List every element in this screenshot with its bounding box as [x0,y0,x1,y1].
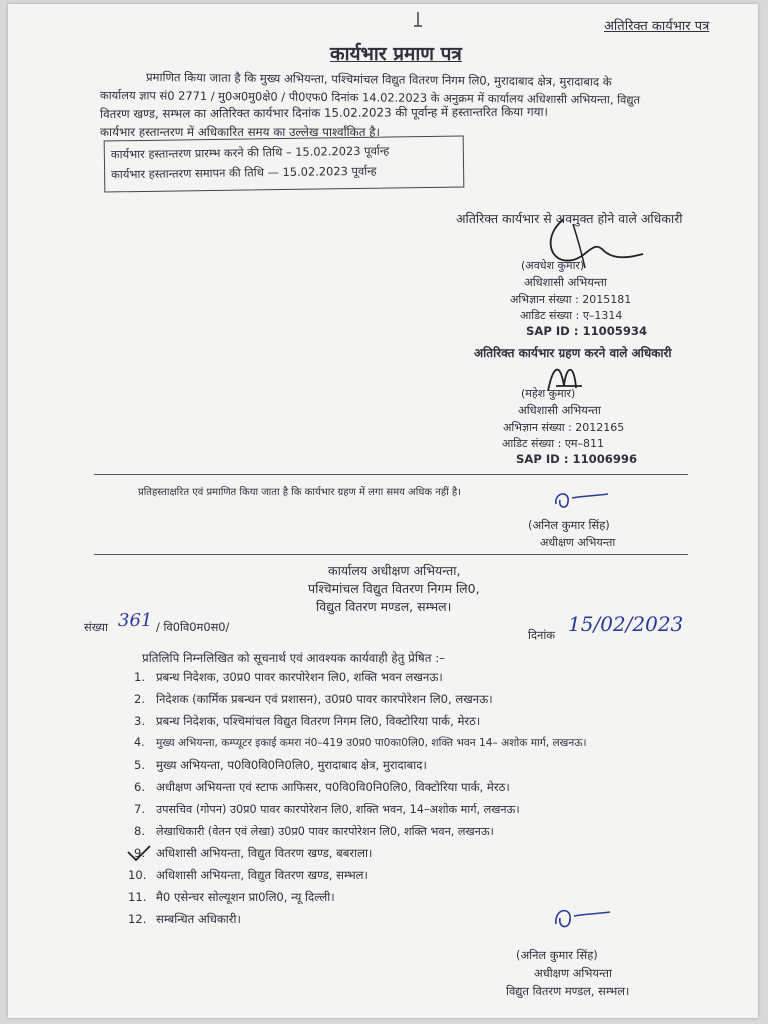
assumed-officer-sap: SAP ID : 11006996 [516,452,638,466]
document-title: कार्यभार प्रमाण पत्र [330,43,462,65]
relieved-officer-audit: आडिट संख्या : ए–1314 [520,309,623,322]
intro-line-1: प्रमाणित किया जाता है कि मुख्य अभियन्ता, पश्चिमांचल विद्युत वितरण निगम लि0, मुरादाबाद क्षेत्र, मुरादाबाद के [145,70,612,89]
countersign-designation: अधीक्षण अभियन्ता [540,536,616,549]
assumed-officer-heading: अतिरिक्त कार्यभार ग्रहण करने वाले अधिकारी [474,346,672,360]
assumed-officer-audit: आडिट संख्या : एम–811 [502,437,604,450]
stapler-mark-icon [408,10,428,32]
countersign-name: (अनिल कुमार सिंह) [528,518,610,532]
ref-number-label: संख्या [84,620,108,634]
office-line-1: कार्यालय अधीक्षण अभियन्ता, [328,563,461,578]
countersign-signature-icon [548,486,618,516]
divider-line-2 [94,554,688,555]
footer-signature-icon [548,902,618,936]
check-mark-icon [124,844,154,864]
document-page: अतिरिक्त कार्यभार पत्र कार्यभार प्रमाण पत्र प्रमाणित किया जाता है कि मुख्य अभियन्ता, पश्चिमांचल विद्युत वितरण निगम लि0, मुरादाबाद क्षेत्र, मुरादाबाद के कार्यालय ज्ञाप सं0 2771 / मु0अ0मु0क्षे0 / पी0एफ0 दिनांक 14.02.2023 के अनुक्रम में कार्यालय अधिशासी अभियन्ता, विद्युत वितरण खण्ड, सम्भल का अतिरिक्त कार्यभार दिनांक 15.02.2023 की पूर्वान्ह में हस्तान्तरित किया गया। कार्यभार हस्तान्तरण में अधिकारित समय का उल्लेख पार्श्वांकित है। कार्यभार हस्तान्तरण प्रारम्भ करने की तिथि – 15.02.2023 पूर्वान्ह कार्यभार हस्तान्तरण समापन की तिथि — 15.02.2023 पूर्वान्ह अतिरिक्त कार्यभार से अवमुक्त होने वाले अधिकारी (अवधेश कुमार) अधिशासी अभियन्ता अभिज्ञान संख्या : 2015181 आडिट संख्या : ए–1314 SAP ID : 11005934 अतिरिक्त कार्यभार ग्रहण करने वाले अधिकारी (महेश कुमार) अधिशासी अभियन्ता अभिज्ञान संख्या : 2012165 आडिट संख्या : एम–811 SAP ID : 11006996 प्रतिहस्ताक्षरित एवं प्रमाणित किया जाता है कि कार्यभार ग्रहण में लगा समय अधिक नहीं है। (अनिल कुमार सिंह) अधीक्षण अभियन्ता कार्यालय अधीक्षण अभियन्ता, पश्चिमांचल विद्युत वितरण निगम लि0, विद्युत वितरण मण्डल, सम्भल। संख्या 361 / वि0वि0म0स0/ दिनांक 15/02/2023 प्रतिलिपि निम्नलिखित को सूचनार्थ एवं आवश्यक कार्यवाही हेतु प्रेषित :– 1. प्रबन्ध निदेशक, उ0प्र0 पावर कारपोरेशन लि0, शक्ति भवन लखनऊ। 2. निदेशक (कार्मिक प्रबन्धन एवं प्रशासन), उ0प्र0 पावर कारपोरेशन लि0, लखनऊ। 3. प्रबन्ध निदेशक, पश्चिमांचल विद्युत वितरण निगम लि0, विक्टोरिया पार्क, मेरठ। 4. मुख्य अभियन्ता, कम्प्यूटर इकाई कमरा नं0–419 उ0प्र0 पा0का0लि0, शक्ति भवन 14– अशोक मार्ग, लखनऊ। 5. मुख्य अभियन्ता, प0वि0वि0नि0लि0, मुरादाबाद क्षेत्र, मुरादाबाद। 6. अधीक्षण अभियन्ता एवं स्टाफ आफिसर, प0वि0वि0नि0लि0, विक्टोरिया पार्क, मेरठ। 7. उपसचिव (गोपन) उ0प्र0 पावर कारपोरेशन लि0, शक्ति भवन, 14–अशोक मार्ग, लखनऊ। 8. लेखाधिकारी (वेतन एवं लेखा) उ0प्र0 पावर कारपोरेशन लि0, शक्ति भवन, लखनऊ। 9. अधिशासी अभियन्ता, विद्युत वितरण खण्ड, बबराला। 10. अधिशासी अभियन्ता, विद्युत वितरण खण्ड, सम्भल। 11. मै0 एसेन्चर सोल्यूशन प्रा0लि0, न्यू दिल्ली। 12. सम्बन्धित अधिकारी। (अनिल कुमार सिंह) अधीक्षण अभियन्ता विद्युत वितरण मण्डल, सम्भल। [8,4,758,1018]
handover-end-date: कार्यभार हस्तान्तरण समापन की तिथि — 15.02.2023 पूर्वान्ह [111,163,377,182]
ref-date: 15/02/2023 [568,612,684,636]
intro-line-2: कार्यालय ज्ञाप सं0 2771 / मु0अ0मु0क्षे0 / पी0एफ0 दिनांक 14.02.2023 के अनुक्रम में कार्यालय अधिशासी अभियन्ता, विद्युत [99,88,641,107]
assumed-officer-id: अभिज्ञान संख्या : 2012165 [503,421,625,434]
footer-name: (अनिल कुमार सिंह) [516,948,598,962]
intro-line-4: कार्यभार हस्तान्तरण में अधिकारित समय का उल्लेख पार्श्वांकित है। [100,125,380,139]
relieved-officer-sap: SAP ID : 11005934 [526,324,648,338]
intro-line-3: वितरण खण्ड, सम्भल का अतिरिक्त कार्यभार दिनांक 15.02.2023 की पूर्वान्ह में हस्तान्तरित किया गया। [99,104,548,121]
ref-suffix: / वि0वि0म0स0/ [156,620,230,634]
date-label: दिनांक [528,628,556,642]
footer-office: विद्युत वितरण मण्डल, सम्भल। [506,984,630,998]
divider-line [94,474,688,475]
relieved-officer-name: (अवधेश कुमार) [521,259,585,272]
footer-designation: अधीक्षण अभियन्ता [534,966,612,980]
assumed-officer-name: (महेश कुमार) [521,387,576,400]
office-line-2: पश्चिमांचल विद्युत वितरण निगम लि0, [308,581,480,596]
countersign-text: प्रतिहस्ताक्षरित एवं प्रमाणित किया जाता है कि कार्यभार ग्रहण में लगा समय अधिक नहीं है। [138,487,462,498]
relieved-officer-designation: अधिशासी अभियन्ता [524,275,607,289]
office-line-3: विद्युत वितरण मण्डल, सम्भल। [316,599,452,614]
handover-start-date: कार्यभार हस्तान्तरण प्रारम्भ करने की तिथि – 15.02.2023 पूर्वान्ह [110,143,390,162]
copy-intro: प्रतिलिपि निम्नलिखित को सूचनार्थ एवं आवश्यक कार्यवाही हेतु प्रेषित :– [142,651,446,665]
relieved-officer-heading: अतिरिक्त कार्यभार से अवमुक्त होने वाले अधिकारी [456,211,683,226]
corner-label: अतिरिक्त कार्यभार पत्र [604,19,710,34]
ref-number: 361 [118,610,153,631]
assumed-officer-designation: अधिशासी अभियन्ता [518,403,601,417]
relieved-officer-id: अभिज्ञान संख्या : 2015181 [510,293,632,306]
handover-dates-box [104,135,465,192]
